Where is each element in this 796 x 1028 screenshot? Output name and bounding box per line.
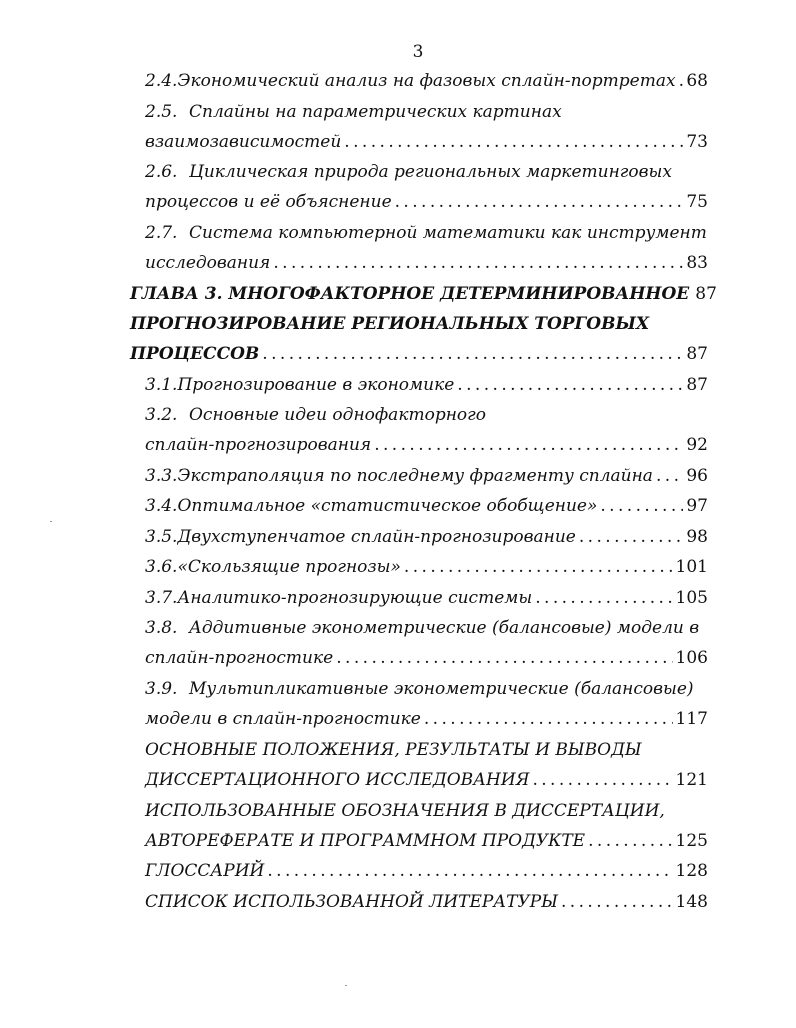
entry-title: Система компьютерной математики как инструмент bbox=[189, 223, 707, 243]
entry-title: процессов и её объяснение bbox=[145, 192, 392, 212]
entry-title: сплайн-прогностике bbox=[145, 648, 334, 668]
entry-number: 2.6. bbox=[145, 162, 178, 182]
dot-leader bbox=[535, 585, 672, 611]
entry-page: 101 bbox=[675, 557, 708, 577]
entry-page: 68 bbox=[686, 71, 708, 91]
entry-title: Аналитико-прогнозирующие системы bbox=[177, 588, 533, 608]
entry-page: 96 bbox=[686, 466, 708, 486]
entry-title: взаимозависимостей bbox=[145, 132, 342, 152]
entry-number: 3.2. bbox=[145, 405, 178, 425]
toc-entry-3-4 bbox=[145, 493, 708, 519]
entry-page: 83 bbox=[686, 253, 708, 273]
toc-entry-3-3 bbox=[145, 463, 708, 489]
dot-leader bbox=[532, 767, 672, 793]
dot-leader bbox=[395, 189, 684, 215]
entry-number: 3.5. bbox=[145, 527, 178, 547]
dot-leader bbox=[424, 706, 673, 732]
entry-page: 97 bbox=[686, 496, 708, 516]
entry-number: 3.7. bbox=[145, 588, 178, 608]
section-title: ГЛОССАРИЙ bbox=[145, 861, 265, 881]
toc-entry-2-4 bbox=[145, 68, 708, 94]
entry-page: 98 bbox=[686, 527, 708, 547]
toc-entry-3-2 bbox=[145, 402, 486, 428]
toc-entry-3-8 bbox=[145, 615, 699, 641]
toc-entry-2-5 bbox=[145, 99, 562, 125]
dot-leader bbox=[374, 432, 683, 458]
entry-number: 3.1. bbox=[145, 375, 178, 395]
entry-page: 148 bbox=[675, 892, 708, 912]
scan-speck bbox=[50, 521, 52, 522]
entry-page: 106 bbox=[675, 648, 708, 668]
chapter-title: ПРОЦЕССОВ bbox=[130, 344, 260, 364]
entry-page: 125 bbox=[675, 831, 708, 851]
dot-leader bbox=[679, 68, 684, 94]
entry-title: Экономический анализ на фазовых сплайн-портретах bbox=[177, 71, 676, 91]
toc-entry-3-6 bbox=[145, 554, 708, 580]
section-title: АВТОРЕФЕРАТЕ И ПРОГРАММНОМ ПРОДУКТЕ bbox=[145, 831, 586, 851]
toc-section-notation bbox=[145, 798, 665, 824]
entry-number: 3.9. bbox=[145, 679, 178, 699]
entry-title: Двухступенчатое сплайн-прогнозирование bbox=[177, 527, 576, 547]
entry-page: 121 bbox=[675, 770, 708, 790]
entry-number: 3.6. bbox=[145, 557, 178, 577]
scan-speck bbox=[345, 985, 347, 986]
toc-entry-continuation bbox=[145, 129, 708, 155]
toc-entry-continuation bbox=[145, 432, 708, 458]
entry-title: Оптимальное «статистическое обобщение» bbox=[177, 496, 598, 516]
entry-number: 2.4. bbox=[145, 71, 178, 91]
dot-leader bbox=[404, 554, 673, 580]
toc-entry-3-9 bbox=[145, 676, 694, 702]
entry-page: 73 bbox=[686, 132, 708, 152]
entry-number: 3.8. bbox=[145, 618, 178, 638]
entry-page: 87 bbox=[686, 375, 708, 395]
dot-leader bbox=[344, 129, 683, 155]
entry-title: Аддитивные эконометрические (балансовые) модели в bbox=[189, 618, 700, 638]
toc-entry-continuation bbox=[145, 250, 708, 276]
dot-leader bbox=[273, 250, 683, 276]
toc-section-glossary bbox=[145, 858, 708, 884]
entry-title: модели в сплайн-прогностике bbox=[145, 709, 421, 729]
toc-entry-continuation bbox=[145, 189, 708, 215]
entry-number: 2.7. bbox=[145, 223, 178, 243]
entry-page: 75 bbox=[686, 192, 708, 212]
toc-entry-continuation bbox=[145, 645, 708, 671]
toc-chapter-3-continuation bbox=[130, 311, 649, 337]
dot-leader bbox=[267, 858, 672, 884]
entry-page: 128 bbox=[675, 861, 708, 881]
toc-entry-3-5 bbox=[145, 524, 708, 550]
toc-entry-continuation bbox=[145, 706, 708, 732]
entry-title: Сплайны на параметрических картинах bbox=[189, 102, 562, 122]
entry-title: сплайн-прогнозирования bbox=[145, 435, 372, 455]
entry-number: 3.4. bbox=[145, 496, 178, 516]
entry-title: Циклическая природа региональных маркетинговых bbox=[189, 162, 672, 182]
entry-title: Экстраполяция по последнему фрагменту сплайна bbox=[177, 466, 653, 486]
dot-leader bbox=[579, 524, 684, 550]
toc-entry-2-6 bbox=[145, 159, 672, 185]
chapter-title: ПРОГНОЗИРОВАНИЕ РЕГИОНАЛЬНЫХ ТОРГОВЫХ bbox=[130, 314, 650, 334]
dot-leader bbox=[262, 341, 683, 367]
toc-section-conclusions bbox=[145, 737, 642, 763]
dot-leader bbox=[457, 372, 683, 398]
dot-leader bbox=[336, 645, 672, 671]
toc-entry-3-7 bbox=[145, 585, 708, 611]
entry-title: Основные идеи однофакторного bbox=[189, 405, 486, 425]
section-title: ИСПОЛЬЗОВАННЫЕ ОБОЗНАЧЕНИЯ В ДИССЕРТАЦИИ, bbox=[145, 801, 665, 821]
entry-title: исследования bbox=[145, 253, 271, 273]
entry-page: 92 bbox=[686, 435, 708, 455]
entry-page: 87 bbox=[686, 344, 708, 364]
entry-title: «Скользящие прогнозы» bbox=[177, 557, 401, 577]
entry-page: 105 bbox=[675, 588, 708, 608]
dot-leader bbox=[656, 463, 683, 489]
dot-leader bbox=[561, 889, 673, 915]
toc-entry-3-1 bbox=[145, 372, 708, 398]
entry-number: 3.3. bbox=[145, 466, 178, 486]
dot-leader bbox=[600, 493, 683, 519]
toc-chapter-3-continuation bbox=[130, 341, 708, 367]
entry-page: 117 bbox=[675, 709, 708, 729]
dot-leader bbox=[588, 828, 672, 854]
entry-number: 2.5. bbox=[145, 102, 178, 122]
toc-chapter-3 bbox=[130, 281, 717, 307]
entry-page: 87 bbox=[695, 284, 717, 304]
toc-section-continuation bbox=[145, 767, 708, 793]
section-title: ДИССЕРТАЦИОННОГО ИССЛЕДОВАНИЯ bbox=[145, 770, 530, 790]
toc-section-continuation bbox=[145, 828, 708, 854]
entry-title: Мультипликативные эконометрические (балансовые) bbox=[189, 679, 694, 699]
page-number: 3 bbox=[412, 42, 424, 62]
toc-entry-2-7 bbox=[145, 220, 707, 246]
section-title: ОСНОВНЫЕ ПОЛОЖЕНИЯ, РЕЗУЛЬТАТЫ И ВЫВОДЫ bbox=[145, 740, 642, 760]
toc-section-references bbox=[145, 889, 708, 915]
chapter-title: ГЛАВА 3. МНОГОФАКТОРНОЕ ДЕТЕРМИНИРОВАННОЕ bbox=[130, 284, 690, 304]
section-title: СПИСОК ИСПОЛЬЗОВАННОЙ ЛИТЕРАТУРЫ bbox=[145, 892, 558, 912]
entry-title: Прогнозирование в экономике bbox=[177, 375, 455, 395]
